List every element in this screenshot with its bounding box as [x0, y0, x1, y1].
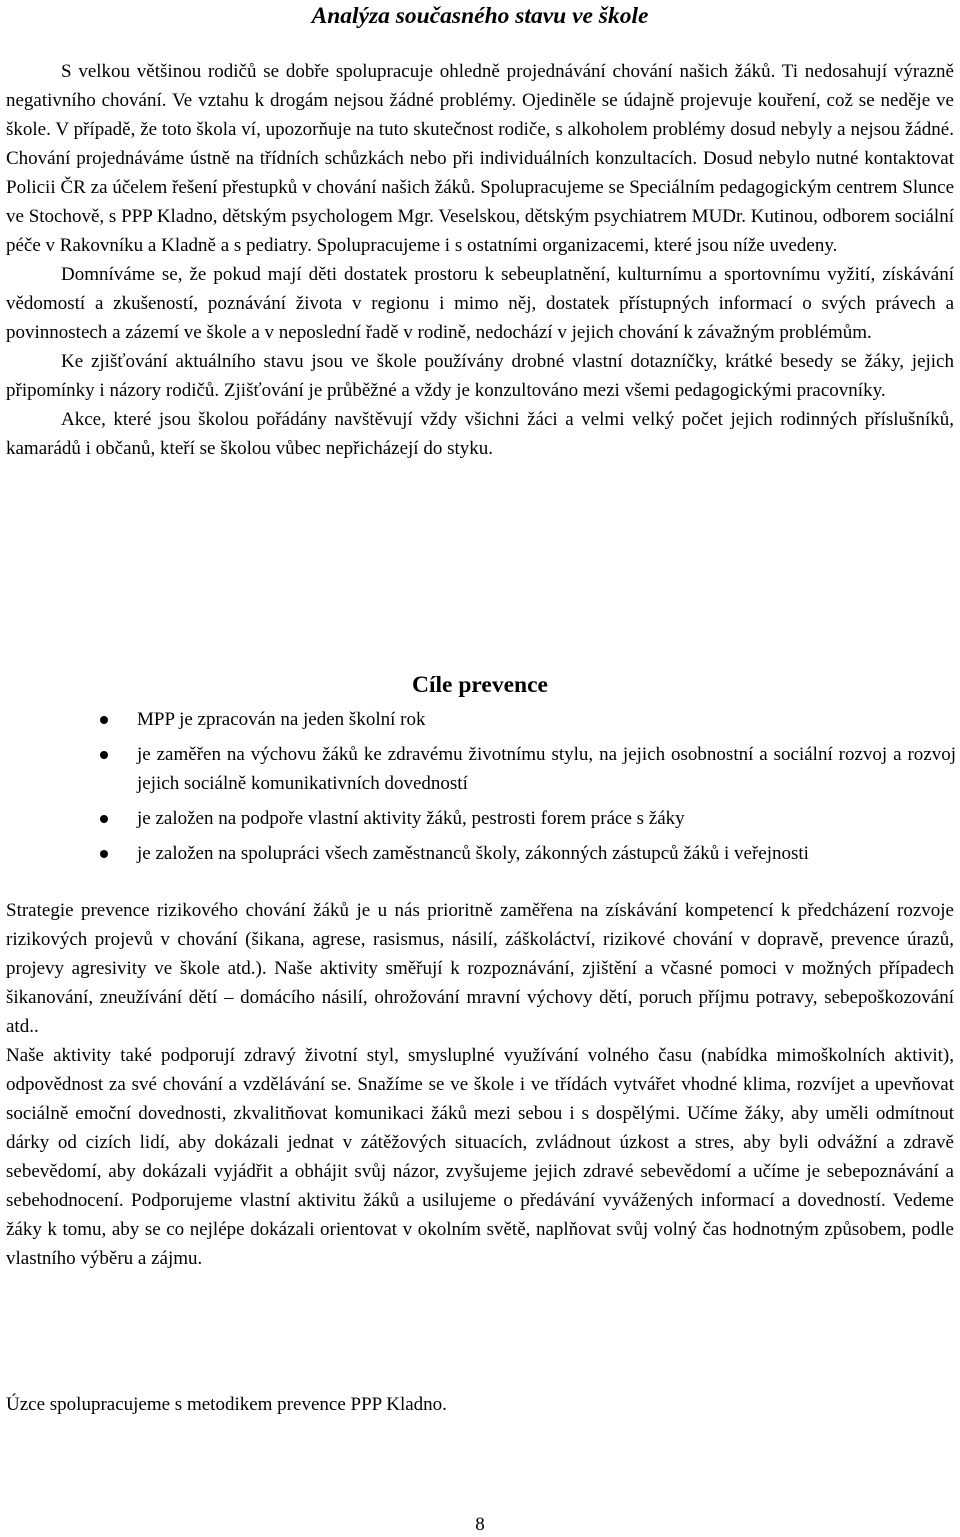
cooperation-text: Úzce spolupracujeme s metodikem prevence PPP Kladno.	[6, 1394, 447, 1415]
analysis-paragraph-1: S velkou většinou rodičů se dobře spolupracuje ohledně projednávání chování našich žáků. Ti nedosahují výrazně negativního chování. Ve vztahu k drogám nejsou žádné problémy. Ojediněle se údajně projevuje kouření, což se neděje ve škole. V případě, že toto škola ví, upozorňuje na tuto skutečnost rodiče, s alkoholem problémy dosud nebyly a nejsou žádné. Chování projednáváme ústně na třídních schůzkách nebo při individuálních konzultacích. Dosud nebylo nutné kontaktovat Policii ČR za účelem řešení přestupků v chování našich žáků. Spolupracujeme se Speciálním pedagogickým centrem Slunce ve Stochově, s PPP Kladno, dětským psychologem Mgr. Veselskou, dětským psychiatrem MUDr. Kutinou, odborem sociální péče v Rakovníku a Kladně a s pediatry. Spolupracujeme i s ostatními organizacemi, které jsou níže uvedeny.	[6, 61, 954, 256]
bullet-icon	[100, 716, 108, 724]
analysis-paragraph-4: Akce, které jsou školou pořádány navštěvují vždy všichni žáci a velmi velký počet jejich rodinných příslušníků, kamarádů i občanů, kteří se školou vůbec nepřicházejí do styku.	[6, 409, 954, 459]
bullet-icon	[100, 751, 108, 759]
bullet-icon	[100, 850, 108, 858]
goals-item-text: MPP je zpracován na jeden školní rok	[137, 709, 426, 730]
goals-list	[100, 705, 956, 874]
analysis-paragraph-3: Ke zjišťování aktuálního stavu jsou ve škole používány drobné vlastní dotazníčky, krátké besedy se žáky, jejich připomínky i názory rodičů. Zjišťování je průběžné a vždy je konzultováno mezi všemi pedagogickými pracovníky.	[6, 351, 954, 401]
goals-heading: Cíle prevence	[412, 672, 548, 698]
goals-item-text: je zaměřen na výchovu žáků ke zdravému životnímu stylu, na jejich osobnostní a sociální rozvoj a rozvoj jejich sociálně komunikativních dovedností	[137, 744, 956, 794]
goals-item-text: je založen na spolupráci všech zaměstnanců školy, zákonných zástupců žáků i veřejnosti	[137, 843, 809, 864]
strategy-section	[6, 896, 954, 1273]
goals-list-item	[100, 839, 956, 868]
bullet-icon	[100, 815, 108, 823]
page-number: 8	[475, 1514, 485, 1535]
goals-list-item	[100, 705, 956, 734]
page-title: Analýza současného stavu ve škole	[311, 3, 649, 29]
analysis-section	[6, 57, 954, 463]
goals-list-item	[100, 804, 956, 833]
analysis-paragraph-2: Domníváme se, že pokud mají děti dostatek prostoru k sebeuplatnění, kulturnímu a sportovnímu vyžití, získávání vědomostí a zkušeností, poznávání života v regionu i mimo něj, dostatek přístupných informací o svých právech a povinnostech a zázemí ve škole a v neposlední řadě v rodině, nedochází v jejich chování k závažným problémům.	[6, 264, 954, 343]
cooperation-note	[6, 1390, 954, 1419]
goals-item-text: je založen na podpoře vlastní aktivity žáků, pestrosti forem práce s žáky	[137, 808, 685, 829]
strategy-paragraph-2: Naše aktivity také podporují zdravý životní styl, smysluplné využívání volného času (nabídka mimoškolních aktivit), odpovědnost za své chování a vzdělávání se. Snažíme se ve škole i ve třídách vytvářet vhodné klima, rozvíjet a upevňovat sociálně emoční dovednosti, zkvalitňovat komunikaci žáků mezi sebou i s dospělými. Učíme žáky, aby uměli odmítnout dárky od cizích lidí, aby dokázali jednat v zátěžových situacích, zvládnout úzkost a stres, aby byli odvážní a zdravě sebevědomí, aby dokázali vyjádřit a obhájit svůj názor, zvyšujeme jejich zdravé sebevědomí a učíme je sebepoznávání a sebehodnocení. Podporujeme vlastní aktivitu žáků a usilujeme o předávání vyvážených informací a dovedností. Vedeme žáky k tomu, aby se co nejlépe dokázali orientovat v okolním světě, naplňovat svůj volný čas hodnotným způsobem, podle vlastního výběru a zájmu.	[6, 1045, 954, 1269]
strategy-paragraph-1: Strategie prevence rizikového chování žáků je u nás prioritně zaměřena na získávání kompetencí k předcházení rozvoje rizikových projevů v chování (šikana, agrese, rasismus, násilí, záškoláctví, rizikové chování v dopravě, prevence úrazů, projevy agresivity ve škole atd.). Naše aktivity směřují k rozpoznávání, zjištění a včasné pomoci v možných případech šikanování, zneužívání dětí – domácího násilí, ohrožování mravní výchovy dětí, poruch příjmu potravy, sebepoškozování atd..	[6, 900, 954, 1037]
goals-list-item	[100, 740, 956, 798]
